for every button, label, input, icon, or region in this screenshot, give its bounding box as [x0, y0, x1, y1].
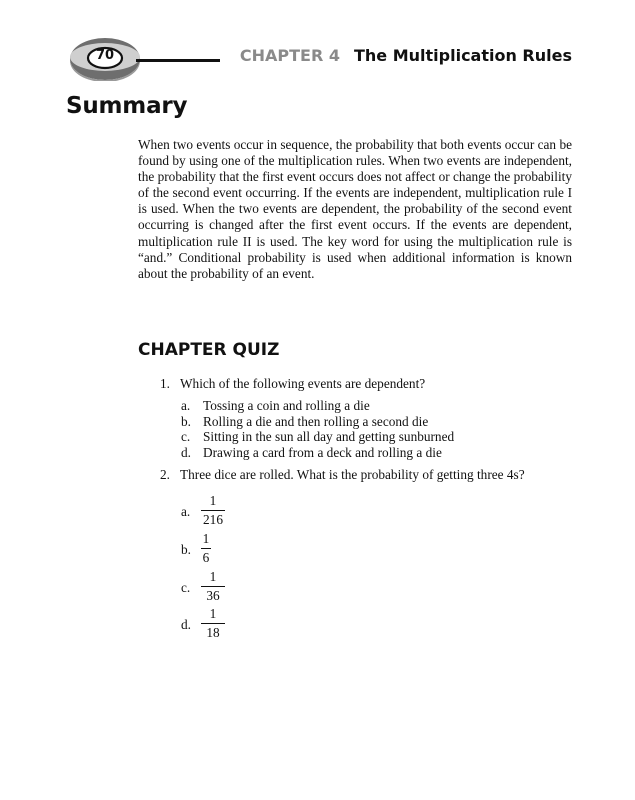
fraction-numerator: 1 — [209, 493, 217, 508]
chapter-title: The Multiplication Rules — [353, 46, 572, 65]
fraction-numerator: 1 — [209, 569, 217, 584]
header-rule — [136, 59, 220, 62]
fraction — [201, 570, 225, 603]
option-letter: d. — [181, 444, 191, 460]
fraction-numerator: 1 — [209, 606, 217, 621]
option-letter: d. — [181, 617, 191, 632]
fraction-bar — [201, 623, 225, 624]
fraction-numerator: 1 — [202, 531, 210, 546]
question-number: 2. — [160, 467, 170, 482]
fraction-denominator: 216 — [203, 512, 223, 527]
fraction-bar — [201, 510, 225, 511]
quiz-heading: CHAPTER QUIZ — [138, 340, 280, 360]
chapter-label: CHAPTER 4 — [239, 46, 340, 65]
question-1 — [160, 376, 425, 392]
option-letter: c. — [181, 580, 191, 595]
fraction-denominator: 18 — [206, 625, 220, 640]
summary-heading: Summary — [66, 93, 188, 119]
option-letter: c. — [181, 429, 191, 445]
fraction-denominator: 36 — [206, 588, 220, 603]
option-item — [181, 429, 454, 445]
fraction — [201, 607, 225, 640]
question-text: Which of the following events are dependent? — [180, 376, 426, 391]
fraction — [201, 532, 211, 565]
page-number: 70 — [95, 48, 115, 63]
option-text: Rolling a die and then rolling a second die — [203, 413, 429, 429]
option-letter: a. — [181, 398, 191, 413]
question-text: Three dice are rolled. What is the probability of getting three 4s? — [180, 467, 525, 482]
option-item — [181, 445, 454, 461]
fraction — [201, 494, 225, 527]
running-head — [240, 46, 572, 65]
summary-paragraph: When two events occur in sequence, the probability that both events occur can be found by using one of the multiplication rules. When two events are independent, the probability that the first event occurs does not affect or change the probability of the second event occurring. If the events are independent, multiplication rule I is used. When the two events are dependent, the probability of the second event occurring is changed after the first event occurs. If the events are dependent, multiplication rule II is used. The key word for using the multiplication rule is “and.” Conditional probability is used when additional information is known about the probability of an event. — [138, 137, 572, 281]
option-letter: b. — [181, 413, 191, 429]
option-letter: a. — [181, 504, 191, 519]
question-number: 1. — [160, 376, 170, 391]
fraction-bar — [201, 586, 225, 587]
option-letter: b. — [181, 542, 191, 557]
option-text: Tossing a coin and rolling a die — [203, 398, 370, 413]
option-text: Drawing a card from a deck and rolling a die — [203, 444, 442, 460]
question-1-options — [181, 398, 454, 460]
option-item — [181, 414, 454, 430]
fraction-bar — [201, 548, 211, 549]
fraction-denominator: 6 — [202, 550, 210, 565]
question-2 — [160, 467, 525, 483]
option-text: Sitting in the sun all day and getting sunburned — [203, 429, 455, 445]
option-item — [181, 398, 454, 414]
